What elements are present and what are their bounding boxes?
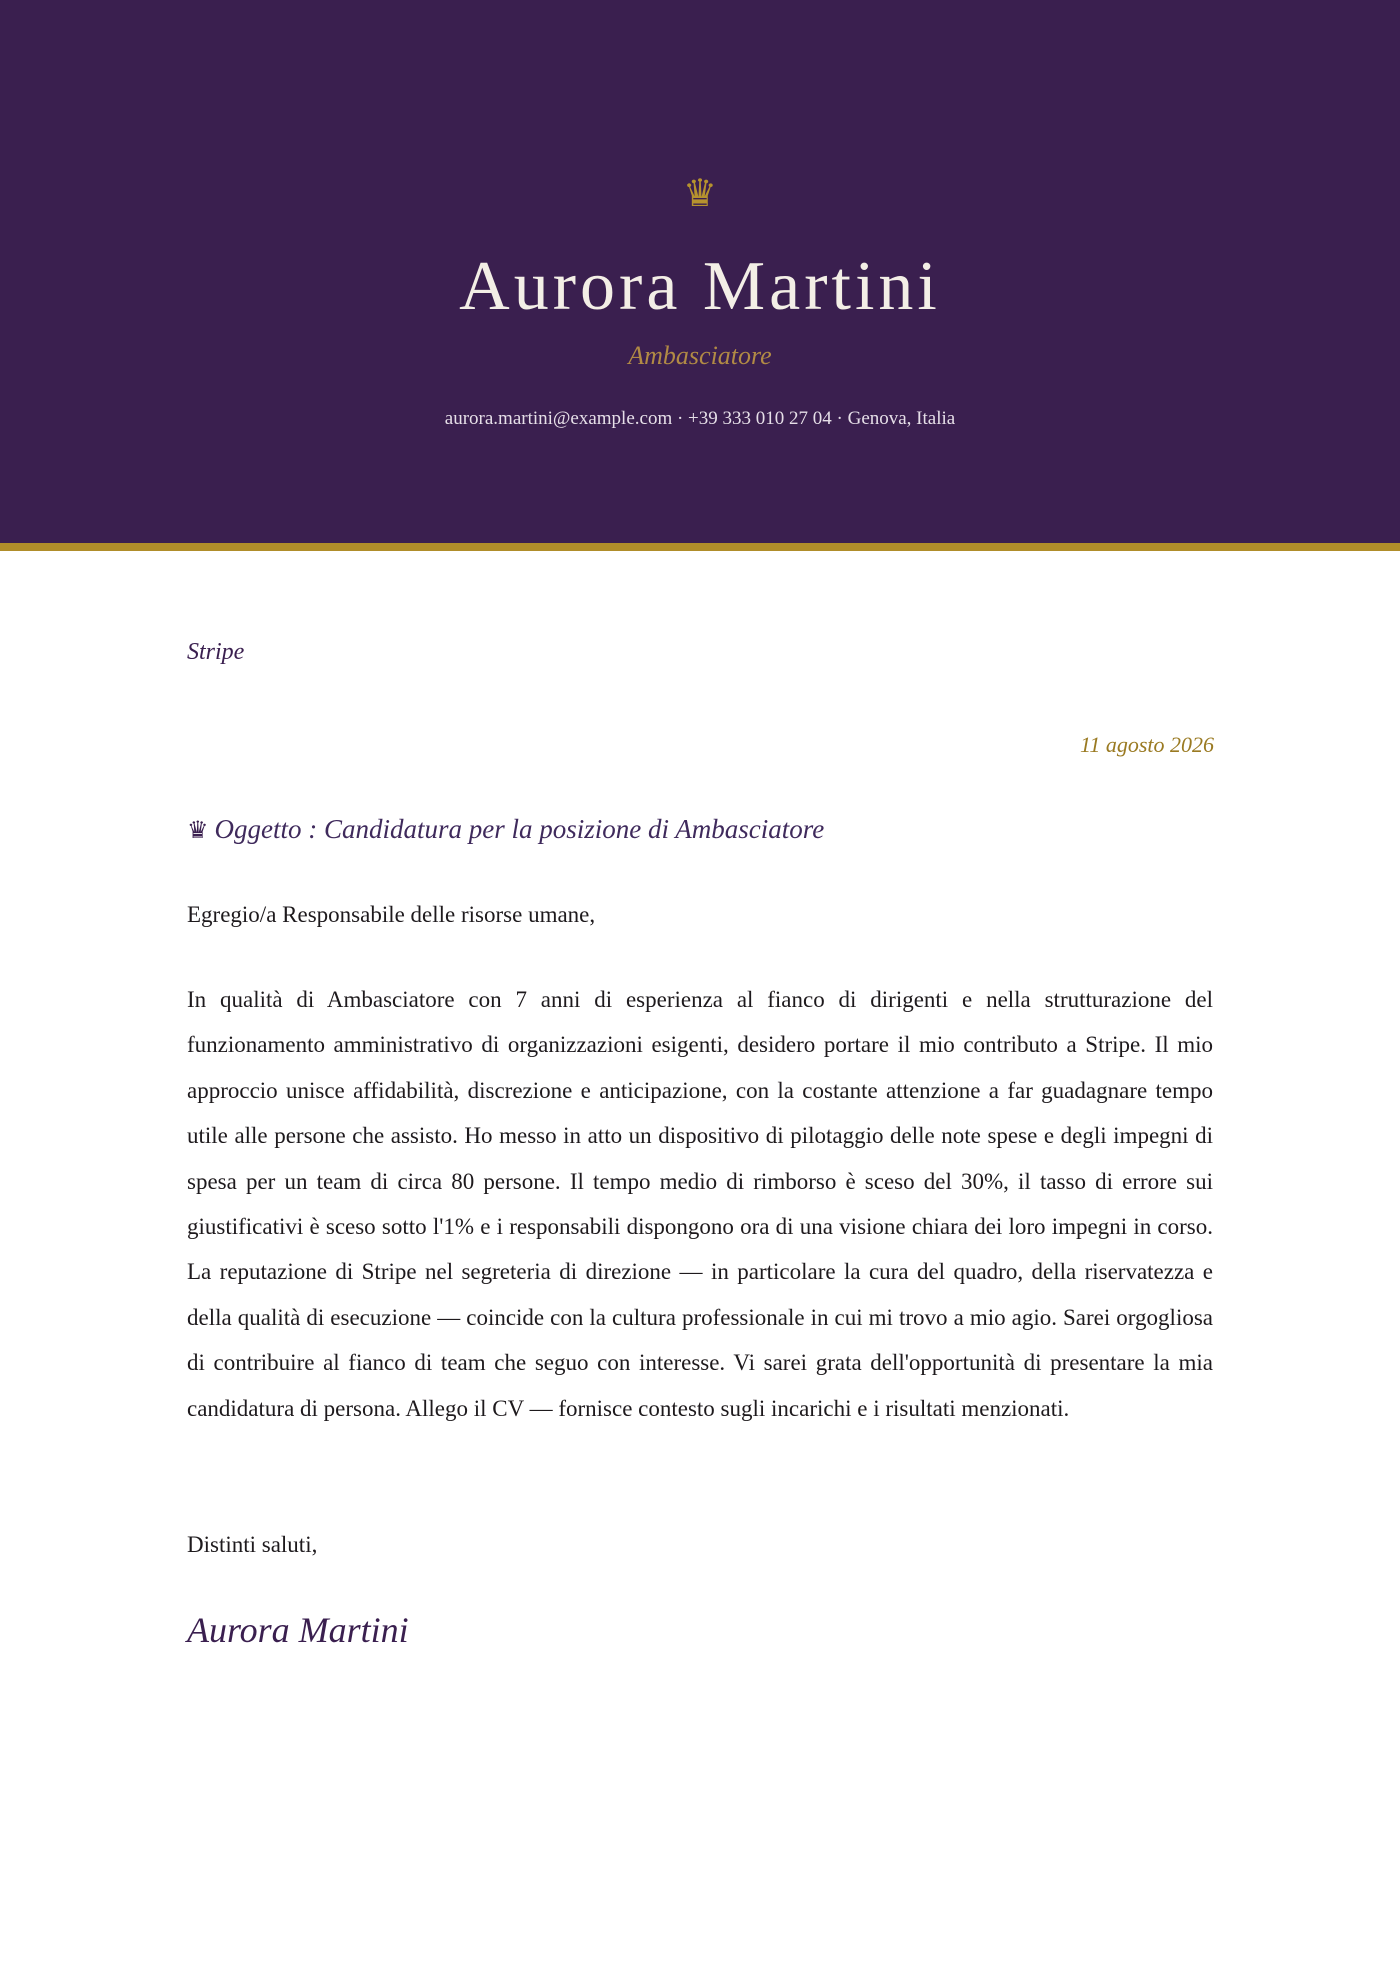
salutation: Egregio/a Responsabile delle risorse umane, <box>187 902 596 927</box>
closing: Distinti saluti, <box>187 1532 318 1557</box>
subject-text: Oggetto : Candidatura per la posizione di Ambasciatore <box>214 814 825 844</box>
recipient-company: Stripe <box>187 639 245 665</box>
sender-role: Ambasciatore <box>628 341 772 370</box>
letter-body: In qualità di Ambasciatore con 7 anni di esperienza al fianco di dirigenti e nella strutturazione del funzionamento amministrativo di organizzazioni esigenti, desidero portare il mio contributo a Stripe. Il mio approccio unisce affidabilità, discrezione e anticipazione, con la costante attenzione a far guadagnare tempo utile alle persone che assisto. Ho messo in atto un dispositivo di pilotaggio delle note spese e degli impegni di spesa per un team di circa 80 persone. Il tempo medio di rimborso è sceso del 30%, il tasso di errore sui giustificativi è sceso sotto l'1% e i responsabili dispongono ora di una visione chiara dei loro impegni in corso. La reputazione di Stripe nel segreteria di direzione — in particolare la cura del quadro, della riservatezza e della qualità di esecuzione — coincide con la cultura professionale in cui mi trovo a mio agio. Sarei orgogliosa di contribuire al fianco di team che seguo con interesse. Vi sarei grata dell'opportunità di presentare la mia candidatura di persona. Allego il CV — fornisce contesto sugli incarichi e i risultati menzionati. <box>187 987 1213 1421</box>
sender-name: Aurora Martini <box>459 248 941 325</box>
letter-subject <box>187 810 1217 849</box>
sender-contact: aurora.martini@example.com · +39 333 010 27 04 · Genova, Italia <box>444 408 956 429</box>
letter-date: 11 agosto 2026 <box>1079 732 1214 757</box>
signature: Aurora Martini <box>187 1610 409 1650</box>
crown-icon: ♛ <box>682 171 718 215</box>
header-divider <box>0 543 1400 551</box>
letter-header <box>0 0 1400 543</box>
crown-icon: ♛ <box>187 816 209 844</box>
